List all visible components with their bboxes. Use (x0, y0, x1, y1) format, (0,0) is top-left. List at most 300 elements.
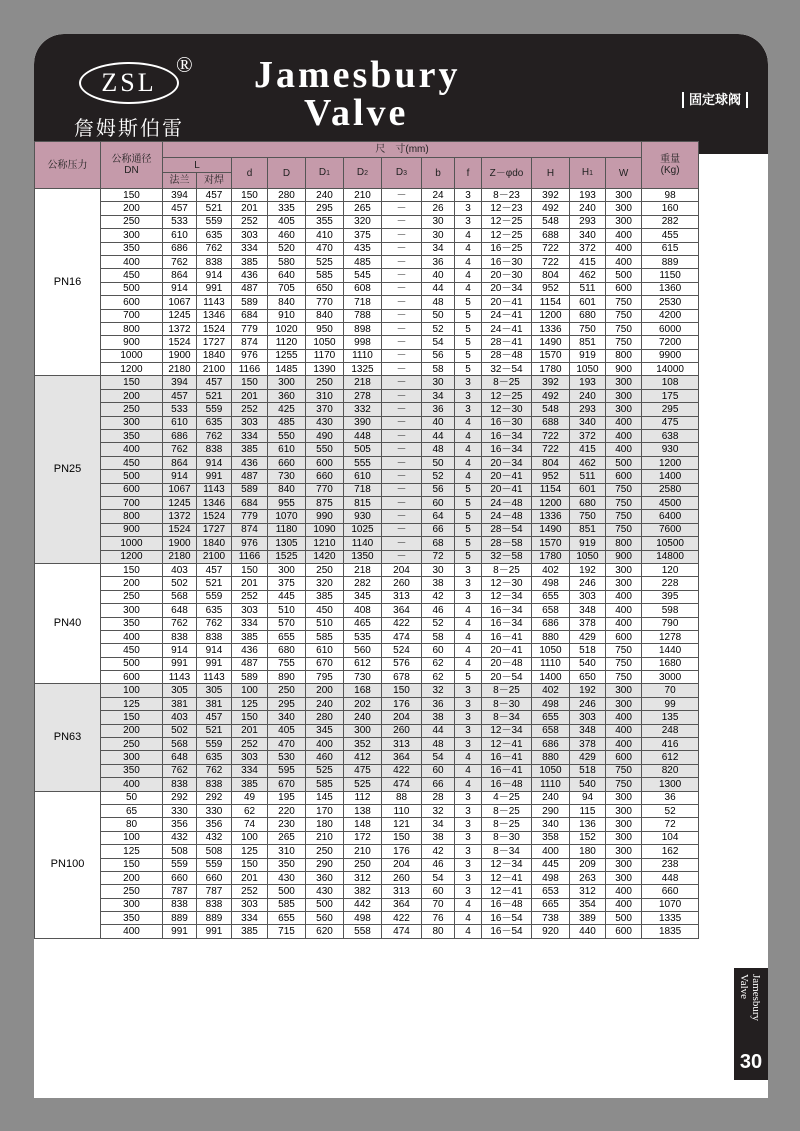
table-cell: 750 (570, 510, 606, 523)
table-row (35, 885, 699, 898)
table-row (35, 871, 699, 884)
table-cell: 1120 (268, 336, 306, 349)
table-cell: 64 (422, 510, 455, 523)
table-cell: － (382, 416, 422, 429)
table-cell: 559 (163, 858, 197, 871)
table-cell: 3 (455, 711, 482, 724)
table-cell: 400 (606, 885, 642, 898)
table-cell: 313 (382, 738, 422, 751)
table-cell: 890 (268, 671, 306, 684)
header-b: b (422, 158, 455, 189)
table-cell: 1000 (101, 537, 163, 550)
table-cell: 335 (268, 202, 306, 215)
table-cell: 485 (268, 416, 306, 429)
table-cell: 640 (268, 269, 306, 282)
table-cell: 445 (268, 590, 306, 603)
table-cell: 300 (606, 831, 642, 844)
table-cell: 1840 (197, 349, 232, 362)
table-cell: 74 (232, 818, 268, 831)
table-cell: 914 (197, 269, 232, 282)
table-cell: 660 (306, 470, 344, 483)
pressure-group (35, 376, 699, 563)
table-cell: 303 (232, 751, 268, 764)
table-cell: 175 (642, 389, 699, 402)
table-cell: 520 (268, 242, 306, 255)
table-cell: 750 (570, 322, 606, 335)
table-cell: 2580 (642, 483, 699, 496)
table-cell: 665 (532, 898, 570, 911)
table-cell: 838 (163, 630, 197, 643)
table-cell: 56 (422, 349, 455, 362)
table-cell: 653 (532, 885, 570, 898)
table-cell: 46 (422, 604, 455, 617)
table-cell: 150 (101, 189, 163, 202)
table-cell: 290 (532, 804, 570, 817)
table-cell: 150 (382, 831, 422, 844)
table-cell: 559 (197, 858, 232, 871)
table-cell: 313 (382, 590, 422, 603)
table-cell: 589 (232, 483, 268, 496)
table-cell: 490 (306, 430, 344, 443)
table-cell: 612 (344, 657, 382, 670)
table-cell: 1180 (268, 523, 306, 536)
table-row (35, 671, 699, 684)
table-cell: 1166 (232, 550, 268, 563)
table-cell: 293 (570, 403, 606, 416)
table-cell: 1570 (532, 537, 570, 550)
table-cell: 121 (382, 818, 422, 831)
table-cell: 450 (101, 456, 163, 469)
table-cell: 4 (455, 604, 482, 617)
table-cell: 1346 (197, 309, 232, 322)
table-cell: 148 (344, 818, 382, 831)
table-cell: 1900 (163, 349, 197, 362)
table-cell: 5 (455, 309, 482, 322)
table-cell: 278 (344, 389, 382, 402)
table-cell: 5 (455, 363, 482, 376)
table-cell: 20－41 (482, 296, 532, 309)
table-cell: 282 (344, 577, 382, 590)
table-cell: 12－30 (482, 577, 532, 590)
table-cell: 42 (422, 590, 455, 603)
table-cell: 52 (422, 617, 455, 630)
table-cell: 1524 (197, 510, 232, 523)
table-cell: 722 (532, 443, 570, 456)
table-cell: 5 (455, 349, 482, 362)
table-cell: 585 (306, 630, 344, 643)
table-cell: － (382, 443, 422, 456)
table-cell: － (382, 349, 422, 362)
table-cell: 300 (606, 845, 642, 858)
table-cell: 385 (232, 255, 268, 268)
header-pressure: 公称压力 (35, 142, 101, 189)
table-cell: 4－25 (482, 791, 532, 804)
table-cell: 345 (306, 724, 344, 737)
table-cell: 65 (101, 804, 163, 817)
table-cell: 684 (232, 496, 268, 509)
table-cell: 300 (606, 376, 642, 389)
table-cell: 750 (606, 764, 642, 777)
header-L: L (163, 158, 232, 173)
table-cell: 718 (344, 483, 382, 496)
table-cell: 395 (642, 590, 699, 603)
table-cell: 555 (344, 456, 382, 469)
product-tag: 固定球阀 (682, 92, 748, 108)
table-cell: 475 (642, 416, 699, 429)
table-cell: 252 (232, 403, 268, 416)
table-cell: 34 (422, 242, 455, 255)
table-cell: 422 (382, 617, 422, 630)
table-cell: 240 (306, 697, 344, 710)
table-cell: 66 (422, 523, 455, 536)
table-cell: 762 (163, 617, 197, 630)
table-cell: 305 (163, 684, 197, 697)
table-cell: 485 (344, 255, 382, 268)
table-row (35, 804, 699, 817)
table-cell: 400 (101, 443, 163, 456)
table-cell: 525 (344, 778, 382, 791)
table-row (35, 282, 699, 295)
table-cell: 3 (455, 202, 482, 215)
table-cell: 5 (455, 510, 482, 523)
table-cell: 385 (232, 925, 268, 938)
table-cell: 150 (232, 858, 268, 871)
table-row (35, 376, 699, 389)
table-cell: 608 (344, 282, 382, 295)
table-cell: 500 (606, 912, 642, 925)
table-cell: 4200 (642, 309, 699, 322)
table-cell: 110 (382, 804, 422, 817)
table-cell: 1400 (532, 671, 570, 684)
table-cell: 250 (306, 563, 344, 576)
table-cell: 3 (455, 563, 482, 576)
table-cell: 405 (268, 215, 306, 228)
table-cell: 4 (455, 456, 482, 469)
table-cell: 1840 (197, 537, 232, 550)
table-cell: 125 (232, 845, 268, 858)
table-cell: 750 (606, 644, 642, 657)
table-cell: 560 (344, 644, 382, 657)
table-cell: 589 (232, 296, 268, 309)
table-cell: 138 (344, 804, 382, 817)
table-cell: 300 (606, 189, 642, 202)
table-cell: 350 (101, 430, 163, 443)
table-cell: 900 (606, 550, 642, 563)
table-cell: 300 (606, 697, 642, 710)
table-cell: 738 (532, 912, 570, 925)
table-cell: 3 (455, 590, 482, 603)
table-cell: 530 (268, 751, 306, 764)
table-cell: 568 (163, 590, 197, 603)
table-cell: 448 (344, 430, 382, 443)
table-cell: 498 (532, 577, 570, 590)
table-cell: 248 (642, 724, 699, 737)
header-D3 (382, 158, 422, 189)
table-cell: 303 (232, 898, 268, 911)
table-cell: 548 (532, 403, 570, 416)
table-cell: 3 (455, 724, 482, 737)
table-row (35, 296, 699, 309)
table-cell: 7200 (642, 336, 699, 349)
table-cell: 1245 (163, 309, 197, 322)
table-cell: 330 (163, 804, 197, 817)
table-cell: 474 (382, 630, 422, 643)
table-cell: 378 (570, 738, 606, 751)
table-cell: 655 (532, 590, 570, 603)
table-row (35, 764, 699, 777)
table-cell: 900 (606, 363, 642, 376)
table-cell: 610 (344, 470, 382, 483)
table-cell: 787 (197, 885, 232, 898)
table-cell: 3 (455, 791, 482, 804)
table-cell: 1154 (532, 483, 570, 496)
table-row (35, 845, 699, 858)
header-H: H (532, 158, 570, 189)
table-cell: 389 (570, 912, 606, 925)
table-cell: 9900 (642, 349, 699, 362)
table-cell: 8－25 (482, 684, 532, 697)
table-cell: 762 (197, 430, 232, 443)
table-cell: 7600 (642, 523, 699, 536)
table-cell: 4 (455, 282, 482, 295)
table-cell: 415 (570, 255, 606, 268)
table-cell: 600 (606, 925, 642, 938)
table-cell: 312 (344, 871, 382, 884)
table-row (35, 483, 699, 496)
table-cell: 200 (101, 724, 163, 737)
table-cell: 70 (642, 684, 699, 697)
table-cell: 950 (306, 322, 344, 335)
table-cell: 400 (606, 255, 642, 268)
table-cell: 919 (570, 537, 606, 550)
table-cell: 30 (422, 215, 455, 228)
table-row (35, 751, 699, 764)
table-cell: 24 (422, 189, 455, 202)
table-cell: 722 (532, 242, 570, 255)
table-cell: 176 (382, 697, 422, 710)
table-row (35, 269, 699, 282)
table-cell: 99 (642, 697, 699, 710)
header-dn-line2: DN (124, 165, 139, 176)
header-D1-sub: 1 (326, 170, 331, 177)
table-cell: 1020 (268, 322, 306, 335)
table-cell: 492 (532, 389, 570, 402)
table-cell: 548 (532, 215, 570, 228)
table-cell: 5 (455, 322, 482, 335)
table-cell: 914 (163, 644, 197, 657)
table-cell: 72 (422, 550, 455, 563)
table-cell: 545 (344, 269, 382, 282)
table-cell: 48 (422, 443, 455, 456)
table-cell: － (382, 269, 422, 282)
table-cell: 498 (532, 871, 570, 884)
table-cell: 5 (455, 296, 482, 309)
table-cell: 502 (163, 577, 197, 590)
table-cell: 2100 (197, 363, 232, 376)
table-cell: 660 (268, 456, 306, 469)
table-cell: 300 (606, 577, 642, 590)
table-cell: 170 (306, 804, 344, 817)
header-weight-line1: 重量 (660, 154, 681, 165)
table-cell: 612 (642, 751, 699, 764)
table-cell: 535 (344, 630, 382, 643)
table-cell: 788 (344, 309, 382, 322)
table-cell: 1325 (344, 363, 382, 376)
table-cell: 192 (570, 563, 606, 576)
table-cell: － (382, 363, 422, 376)
table-cell: 364 (382, 604, 422, 617)
table-cell: 300 (606, 389, 642, 402)
table-cell: 3 (455, 389, 482, 402)
table-cell: 487 (232, 282, 268, 295)
table-cell: 838 (197, 630, 232, 643)
table-cell: 280 (268, 189, 306, 202)
table-cell: 350 (268, 858, 306, 871)
table-cell: 405 (268, 724, 306, 737)
table-cell: 58 (422, 630, 455, 643)
table-cell: 525 (306, 764, 344, 777)
table-cell: 16－48 (482, 778, 532, 791)
table-cell: 300 (606, 403, 642, 416)
table-cell: 430 (268, 871, 306, 884)
table-row (35, 684, 699, 697)
table-cell: 550 (306, 443, 344, 456)
table-cell: 12－25 (482, 229, 532, 242)
table-cell: 3 (455, 845, 482, 858)
table-cell: － (382, 336, 422, 349)
table-row (35, 898, 699, 911)
table-cell: 518 (570, 764, 606, 777)
table-cell: 3 (455, 871, 482, 884)
table-row (35, 657, 699, 670)
table-cell: 750 (606, 510, 642, 523)
table-cell: 350 (101, 617, 163, 630)
table-cell: 655 (268, 912, 306, 925)
table-cell: 12－41 (482, 885, 532, 898)
table-cell: 580 (268, 255, 306, 268)
table-cell: 246 (570, 577, 606, 590)
table-cell: 518 (570, 644, 606, 657)
header-H1-main: H (581, 167, 590, 178)
header-H1 (570, 158, 606, 189)
table-cell: 54 (422, 871, 455, 884)
table-cell: 150 (232, 376, 268, 389)
table-cell: 14800 (642, 550, 699, 563)
table-cell: 348 (570, 604, 606, 617)
table-cell: 300 (606, 818, 642, 831)
table-cell: 1110 (532, 778, 570, 791)
table-cell: 150 (101, 376, 163, 389)
table-cell: 250 (306, 376, 344, 389)
table-cell: 54 (422, 751, 455, 764)
table-cell: 1524 (163, 523, 197, 536)
table-cell: － (382, 282, 422, 295)
table-cell: 300 (606, 804, 642, 817)
table-cell: 150 (101, 858, 163, 871)
table-cell: 292 (163, 791, 197, 804)
table-cell: 750 (606, 496, 642, 509)
table-cell: 5 (455, 483, 482, 496)
table-cell: 16－54 (482, 912, 532, 925)
table-cell: 655 (532, 711, 570, 724)
table-row (35, 590, 699, 603)
table-cell: 838 (163, 898, 197, 911)
table-cell: 408 (344, 604, 382, 617)
table-cell: 340 (268, 711, 306, 724)
table-cell: 240 (344, 711, 382, 724)
table-cell: 3 (455, 577, 482, 590)
table-cell: 889 (197, 912, 232, 925)
table-cell: 250 (101, 738, 163, 751)
table-cell: 240 (570, 389, 606, 402)
table-cell: 1372 (163, 322, 197, 335)
table-cell: 12－41 (482, 738, 532, 751)
table-cell: － (382, 456, 422, 469)
table-cell: 500 (101, 470, 163, 483)
header-dn (101, 142, 163, 189)
table-cell: 356 (197, 818, 232, 831)
table-cell: 510 (306, 617, 344, 630)
table-cell: 3 (455, 818, 482, 831)
table-cell: 688 (532, 229, 570, 242)
table-cell: 1305 (268, 537, 306, 550)
table-cell: 20－54 (482, 671, 532, 684)
table-cell: 800 (101, 322, 163, 335)
table-cell: 20－41 (482, 644, 532, 657)
table-row (35, 912, 699, 925)
table-cell: 8－25 (482, 376, 532, 389)
table-cell: 340 (570, 416, 606, 429)
table-cell: 400 (606, 229, 642, 242)
table-cell: 2180 (163, 550, 197, 563)
table-cell: 34 (422, 818, 455, 831)
table-cell: 204 (382, 711, 422, 724)
table-row (35, 349, 699, 362)
table-cell: 300 (606, 791, 642, 804)
table-cell: 300 (101, 898, 163, 911)
logo (79, 62, 179, 104)
table-cell: 540 (570, 778, 606, 791)
table-cell: 700 (101, 496, 163, 509)
table-cell: 12－25 (482, 215, 532, 228)
table-cell: 914 (163, 282, 197, 295)
table-cell: 70 (422, 898, 455, 911)
table-cell: 1278 (642, 630, 699, 643)
table-cell: 310 (268, 845, 306, 858)
table-cell: 32 (422, 804, 455, 817)
table-cell: 1050 (532, 644, 570, 657)
table-cell: 60 (422, 885, 455, 898)
table-cell: 400 (606, 590, 642, 603)
table-cell: 72 (642, 818, 699, 831)
pressure-group (35, 563, 699, 684)
table-cell: 1143 (163, 671, 197, 684)
table-cell: 762 (163, 443, 197, 456)
table-cell: 108 (642, 376, 699, 389)
table-cell: 14000 (642, 363, 699, 376)
table-cell: 334 (232, 912, 268, 925)
table-cell: 600 (606, 751, 642, 764)
table-cell: 364 (382, 751, 422, 764)
table-row (35, 416, 699, 429)
table-cell: 998 (344, 336, 382, 349)
table-cell: 292 (197, 791, 232, 804)
table-cell: 770 (306, 296, 344, 309)
table-cell: 1090 (306, 523, 344, 536)
table-cell: 500 (101, 282, 163, 295)
table-cell: 3000 (642, 671, 699, 684)
table-cell: 50 (422, 456, 455, 469)
